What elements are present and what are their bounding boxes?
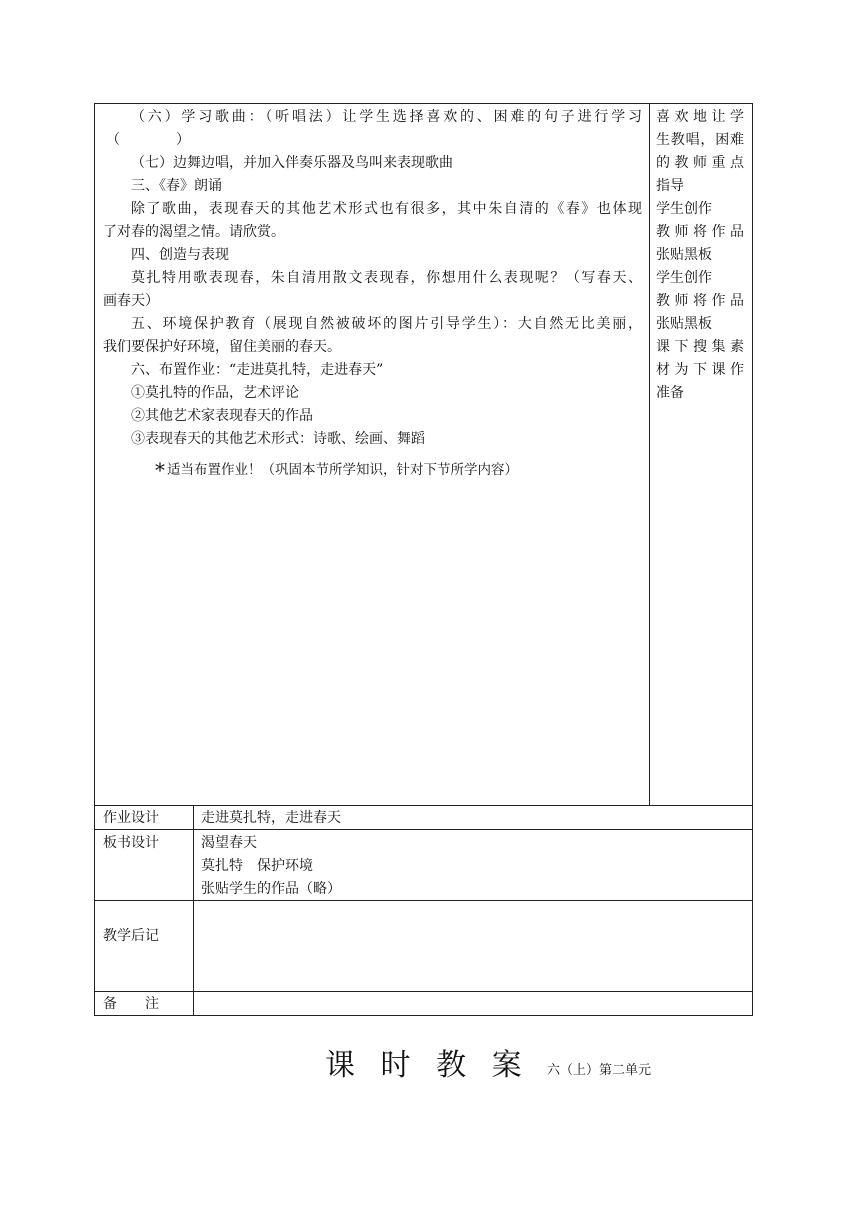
main-line: ②其他艺术家表现春天的作品	[131, 408, 313, 424]
main-line: （七）边舞边唱，并加入伴奏乐器及鸟叫来表现歌曲	[131, 155, 453, 171]
side-line: 教师将作品	[656, 224, 744, 240]
main-line: 六、布置作业：“走进莫扎特，走进春天”	[131, 362, 384, 378]
main-line: （ ）	[106, 132, 190, 148]
asterisk-mark: *	[155, 458, 165, 482]
side-line: 指导	[656, 178, 684, 194]
main-line: 我们要保护好环境，留住美丽的春天。	[103, 339, 341, 355]
homework-note	[155, 459, 518, 482]
unit-subtitle: 六（上）第二单元	[547, 1063, 652, 1078]
remarks-label: 备 注	[103, 996, 159, 1012]
board-line: 张贴学生的作品（略）	[201, 881, 341, 897]
side-line: 生教唱，困难	[656, 132, 744, 148]
side-line: 喜欢地让学	[656, 109, 744, 125]
board-line: 莫扎特 保护环境	[201, 858, 313, 874]
board-label: 板书设计	[103, 835, 159, 851]
page-title: 课 时 教 案	[325, 1048, 530, 1083]
side-column-divider	[649, 103, 650, 805]
main-line: ①莫扎特的作品，艺术评论	[131, 385, 299, 401]
homework-label: 作业设计	[103, 810, 159, 826]
main-line: 四、创造与表现	[131, 247, 229, 263]
main-line: 五、环境保护教育（展现自然被破坏的图片引导学生）：大自然无比美丽，	[131, 316, 642, 332]
homework-note-text: 适当布置作业！（巩固本节所学知识，针对下节所学内容）	[167, 462, 518, 478]
main-line: 了对春的渴望之情。请欣赏。	[103, 224, 285, 240]
postscript-label: 教学后记	[103, 928, 159, 944]
main-line: ③表现春天的其他艺术形式：诗歌、绘画、舞蹈	[131, 431, 425, 447]
main-line: 除了歌曲，表现春天的其他艺术形式也有很多，其中朱自清的《春》也体现	[131, 201, 642, 217]
side-line: 张贴黑板	[656, 247, 712, 263]
main-line: 三、《春》朗诵	[131, 178, 222, 194]
side-line: 教师将作品	[656, 293, 744, 309]
label-column-divider	[193, 805, 194, 1016]
side-line: 学生创作	[656, 270, 712, 286]
side-line: 材为下课作	[656, 362, 744, 378]
side-line: 的教师重点	[656, 155, 744, 171]
main-line: 莫扎特用歌表现春，朱自清用散文表现春，你想用什么表现呢？（写春天、	[131, 270, 642, 286]
homework-value: 走进莫扎特，走进春天	[201, 810, 341, 826]
main-line: （六）学习歌曲：（听唱法）让学生选择喜欢的、困难的句子进行学习	[131, 109, 642, 125]
board-line: 渴望春天	[201, 835, 257, 851]
side-line: 张贴黑板	[656, 316, 712, 332]
main-line: 画春天）	[103, 293, 159, 309]
side-line: 课下搜集素	[656, 339, 744, 355]
side-line: 学生创作	[656, 201, 712, 217]
side-line: 准备	[656, 385, 684, 401]
